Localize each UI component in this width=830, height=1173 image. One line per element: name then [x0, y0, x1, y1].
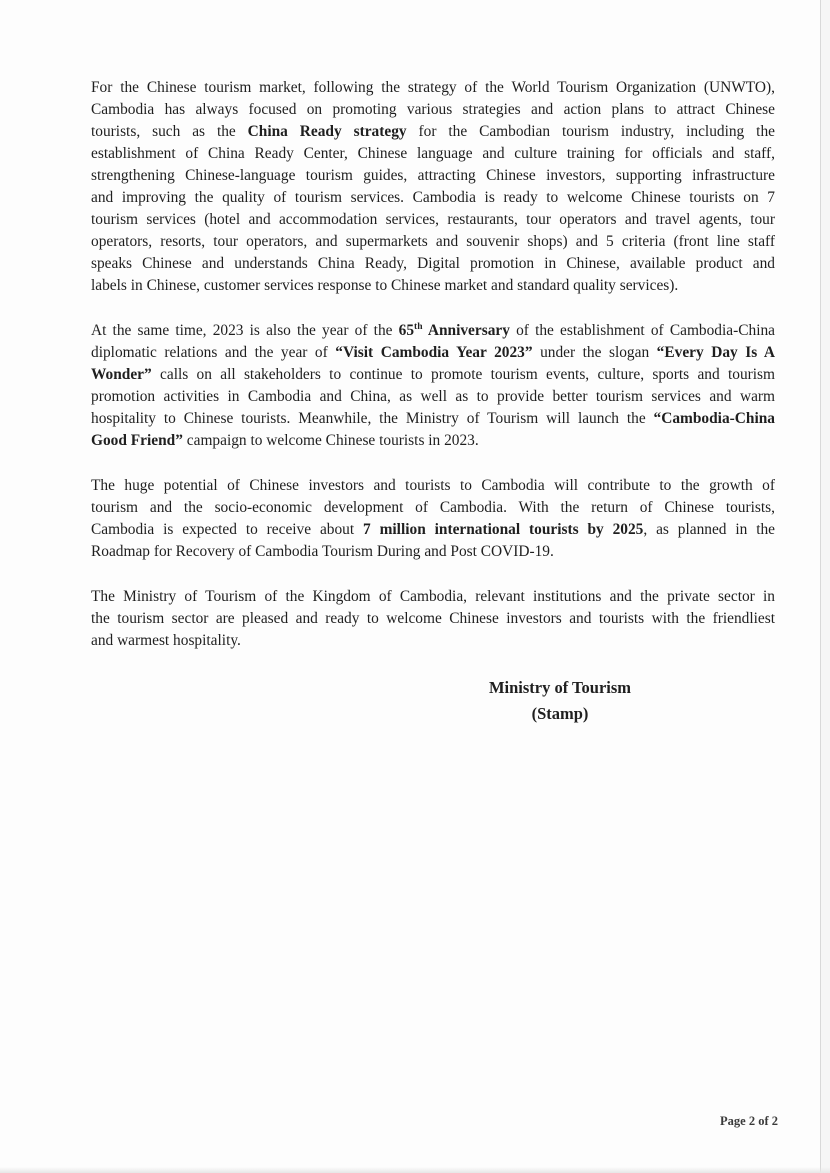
text-line: [91, 187, 775, 209]
text-segment: establishment of China Ready Center, Chinese language and culture training for officials and staff,: [91, 145, 775, 162]
document-page-body: [91, 77, 775, 727]
text-segment: tourism and the socio-economic development of Cambodia. With the return of Chinese tourists,: [91, 499, 775, 516]
scan-edge-margin: [821, 0, 830, 1173]
text-line: [91, 408, 775, 430]
text-line: [91, 320, 775, 342]
text-segment: tourists, such as the: [91, 123, 248, 140]
text-segment: At the same time, 2023 is also the year of the: [91, 322, 399, 339]
text-segment: Roadmap for Recovery of Cambodia Tourism During and Post COVID-19.: [91, 543, 554, 560]
bold-text-segment: “Cambodia-China: [653, 410, 775, 427]
text-line: [91, 497, 775, 519]
text-segment: Cambodia is expected to receive about: [91, 521, 364, 538]
text-segment: tourism services (hotel and accommodation services, restaurants, tour operators and travel agents, tour: [91, 211, 775, 228]
bold-text-segment: “Every Day Is A: [656, 344, 775, 361]
text-segment: calls on all stakeholders to continue to promote tourism events, culture, sports and tourism: [151, 366, 775, 383]
text-segment: diplomatic relations and the year of: [91, 344, 336, 361]
bold-text-segment: th: [414, 320, 423, 332]
text-line: [91, 253, 775, 275]
text-line: [91, 586, 775, 608]
bold-text-segment: 7 million international tourists by 2025: [363, 521, 644, 538]
paragraph: [91, 320, 775, 452]
text-segment: For the Chinese tourism market, following the strategy of the World Tourism Organization (UNWTO),: [91, 79, 775, 96]
text-line: [91, 231, 775, 253]
text-segment: Cambodia has always focused on promoting various strategies and action plans to attract Chinese: [91, 101, 775, 118]
text-segment: operators, resorts, tour operators, and supermarkets and souvenir shops) and 5 criteria (front line staff: [91, 233, 775, 250]
text-line: [91, 519, 775, 541]
bold-text-segment: Good Friend”: [91, 432, 183, 449]
text-segment: under the slogan: [532, 344, 657, 361]
text-line: [91, 209, 775, 231]
text-segment: speaks Chinese and understands China Ready, Digital promotion in Chinese, available product and: [91, 255, 775, 272]
paragraph: [91, 77, 775, 297]
text-line: [91, 143, 775, 165]
text-line: [91, 630, 775, 652]
text-line: [91, 541, 775, 563]
text-segment: the tourism sector are pleased and ready to welcome Chinese investors and tourists with the friendliest: [91, 610, 775, 627]
text-line: [91, 165, 775, 187]
page-number-footer: Page 2 of 2: [720, 1114, 778, 1128]
text-segment: for the Cambodian tourism industry, including the: [406, 123, 775, 140]
bold-text-segment: “Visit Cambodia Year 2023”: [335, 344, 533, 361]
scan-edge-bottom: [0, 1167, 830, 1173]
paragraph: [91, 586, 775, 652]
text-line: [91, 364, 775, 386]
text-line: [91, 99, 775, 121]
text-segment: campaign to welcome Chinese tourists in 2023.: [182, 432, 479, 449]
text-segment: and warmest hospitality.: [91, 632, 241, 649]
text-segment: and improving the quality of tourism services. Cambodia is ready to welcome Chinese tourists on 7: [91, 189, 775, 206]
text-line: [91, 121, 775, 143]
text-line: [91, 608, 775, 630]
bold-text-segment: 65: [398, 322, 415, 339]
text-segment: strengthening Chinese-language tourism guides, attracting Chinese investors, supporting infrastructure: [91, 167, 775, 184]
text-segment: , as planned in the: [643, 521, 775, 538]
text-segment: labels in Chinese, customer services response to Chinese market and standard quality services).: [91, 277, 679, 294]
text-line: [91, 342, 775, 364]
bold-text-segment: Anniversary: [422, 322, 510, 339]
text-line: [91, 475, 775, 497]
bold-text-segment: China Ready strategy: [247, 123, 407, 140]
signature-name: Ministry of Tourism: [488, 678, 632, 697]
text-line: [91, 77, 775, 99]
signature-stamp: (Stamp): [531, 704, 589, 723]
bold-text-segment: Wonder”: [91, 366, 152, 383]
text-line: [91, 275, 775, 297]
text-segment: hospitality to Chinese tourists. Meanwhile, the Ministry of Tourism will launch the: [91, 410, 654, 427]
text-segment: The Ministry of Tourism of the Kingdom of Cambodia, relevant institutions and the private sector in: [91, 588, 775, 605]
paragraph: [91, 475, 775, 563]
text-line: [91, 430, 775, 452]
signature-block: [410, 675, 710, 727]
text-segment: The huge potential of Chinese investors and tourists to Cambodia will contribute to the growth of: [91, 477, 775, 494]
text-line: [91, 386, 775, 408]
text-segment: promotion activities in Cambodia and China, as well as to provide better tourism services and warm: [91, 388, 775, 405]
text-segment: of the establishment of Cambodia-China: [509, 322, 775, 339]
paragraphs-container: [91, 77, 775, 652]
